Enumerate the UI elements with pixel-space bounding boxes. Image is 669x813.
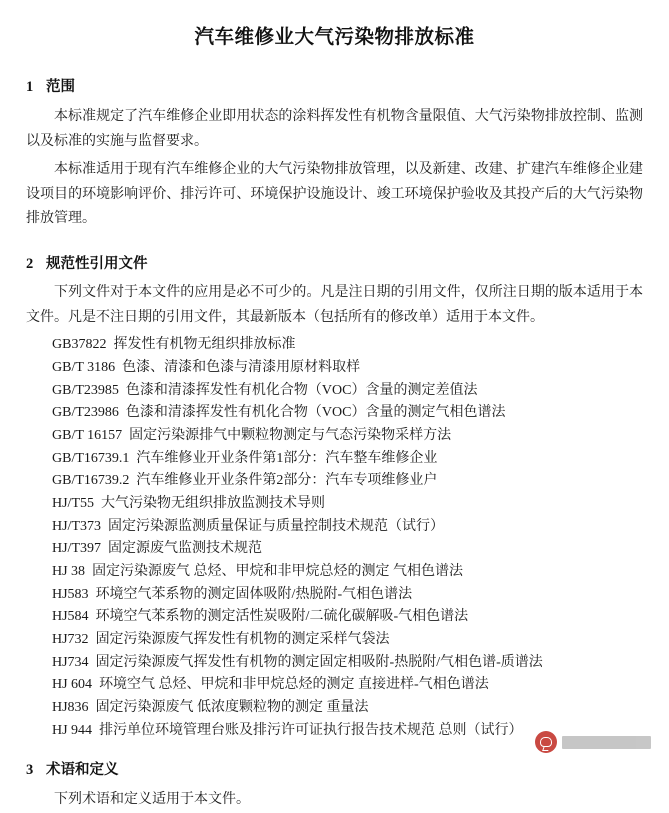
list-item	[26, 606, 643, 629]
list-item	[26, 425, 643, 448]
list-item	[26, 584, 643, 607]
reference-code: GB/T 3186	[52, 359, 116, 375]
list-item	[26, 674, 643, 697]
list-item	[26, 697, 643, 720]
reference-code: HJ 604	[52, 677, 93, 693]
section-number: 3	[26, 762, 34, 779]
reference-code: GB/T 16157	[52, 427, 123, 443]
reference-title: 排污单位环境管理台账及排污许可证执行报告技术规范 总则（试行）	[99, 722, 523, 738]
reference-title: 色漆、清漆和色漆与清漆用原材料取样	[122, 359, 361, 375]
reference-title: 固定污染源废气挥发性有机物的测定固定相吸附-热脱附/气相色谱-质谱法	[95, 654, 543, 670]
paragraph: 本标准适用于现有汽车维修企业的大气污染物排放管理，以及新建、改建、扩建汽车维修企业建设项目的环境影响评价、排污许可、环境保护设施设计、竣工环境保护验收及其投产后的大气污染物排放管理。	[26, 162, 643, 227]
section-normative-references	[26, 254, 643, 743]
list-item	[26, 652, 643, 675]
reference-title: 固定污染源监测质量保证与质量控制技术规范（试行）	[108, 518, 444, 534]
list-item	[26, 448, 643, 471]
list-item	[26, 629, 643, 652]
list-item	[26, 493, 643, 516]
section-number: 2	[26, 255, 34, 272]
reference-title: 汽车维修业开业条件第1部分：汽车整车维修企业	[136, 450, 438, 466]
watermark-label	[562, 736, 651, 749]
reference-list	[26, 334, 643, 742]
list-item	[26, 357, 643, 380]
reference-code: GB37822	[52, 337, 107, 353]
list-item	[26, 538, 643, 561]
rounded-shield-icon	[535, 731, 557, 753]
section-title: 术语和定义	[46, 762, 119, 779]
reference-title: 色漆和清漆挥发性有机化合物（VOC）含量的测定差值法	[125, 382, 478, 398]
section-heading	[26, 760, 643, 782]
reference-title: 色漆和清漆挥发性有机化合物（VOC）含量的测定气相色谱法	[125, 405, 506, 421]
list-item	[26, 516, 643, 539]
reference-code: HJ/T55	[52, 496, 94, 511]
reference-title: 环境空气 总烃、甲烷和非甲烷总烃的测定 直接进样-气相色谱法	[99, 677, 489, 693]
section-title: 规范性引用文件	[46, 255, 148, 272]
list-item	[26, 380, 643, 403]
reference-code: HJ836	[52, 700, 89, 716]
reference-title: 固定污染源排气中颗粒物测定与气态污染物采样方法	[129, 427, 452, 443]
section-heading	[26, 77, 643, 99]
reference-title: 汽车维修业开业条件第2部分：汽车专项维修业户	[136, 473, 438, 489]
reference-code: HJ 944	[52, 722, 93, 738]
reference-code: HJ/T373	[52, 518, 101, 534]
reference-code: GB/T16739.1	[52, 450, 130, 466]
reference-code: GB/T23985	[52, 382, 119, 398]
list-item	[26, 334, 643, 357]
section-terms-definitions	[26, 760, 643, 812]
reference-title: 固定污染源废气 低浓度颗粒物的测定 重量法	[95, 700, 369, 716]
reference-title: 大气污染物无组织排放监测技术导则	[101, 496, 325, 511]
reference-title: 固定源废气监测技术规范	[108, 541, 262, 557]
reference-title: 环境空气苯系物的测定固体吸附/热脱附-气相色谱法	[95, 586, 413, 602]
paragraph: 本标准规定了汽车维修企业即用状态的涂料挥发性有机物含量限值、大气污染物排放控制、监测以及标准的实施与监督要求。	[26, 109, 643, 149]
reference-code: HJ732	[52, 632, 89, 648]
reference-code: GB/T23986	[52, 405, 119, 421]
list-item	[26, 470, 643, 493]
list-item	[26, 402, 643, 425]
section-scope	[26, 77, 643, 231]
reference-code: HJ583	[52, 586, 89, 602]
reference-title: 固定污染源废气 总烃、甲烷和非甲烷总烃的测定 气相色谱法	[92, 564, 464, 580]
paragraph: 下列术语和定义适用于本文件。	[54, 792, 250, 808]
list-item	[26, 561, 643, 584]
section-number: 1	[26, 79, 34, 96]
reference-title: 挥发性有机物无组织排放标准	[113, 337, 296, 353]
reference-code: HJ584	[52, 609, 89, 625]
reference-code: GB/T16739.2	[52, 473, 130, 489]
reference-title: 环境空气苯系物的测定活性炭吸附/二硫化碳解吸-气相色谱法	[95, 609, 469, 625]
paragraph: 下列文件对于本文件的应用是必不可少的。凡是注日期的引用文件，仅所注日期的版本适用于本文件。凡是不注日期的引用文件，其最新版本（包括所有的修改单）适用于本文件。	[26, 285, 643, 325]
watermark	[535, 729, 651, 755]
reference-code: HJ/T397	[52, 541, 101, 557]
reference-code: HJ 38	[52, 564, 86, 580]
reference-title: 固定污染源废气挥发性有机物的测定采样气袋法	[95, 632, 390, 648]
reference-code: HJ734	[52, 654, 89, 670]
section-heading	[26, 254, 643, 276]
section-title: 范围	[46, 79, 75, 96]
page-title: 汽车维修业大气污染物排放标准	[194, 27, 475, 48]
